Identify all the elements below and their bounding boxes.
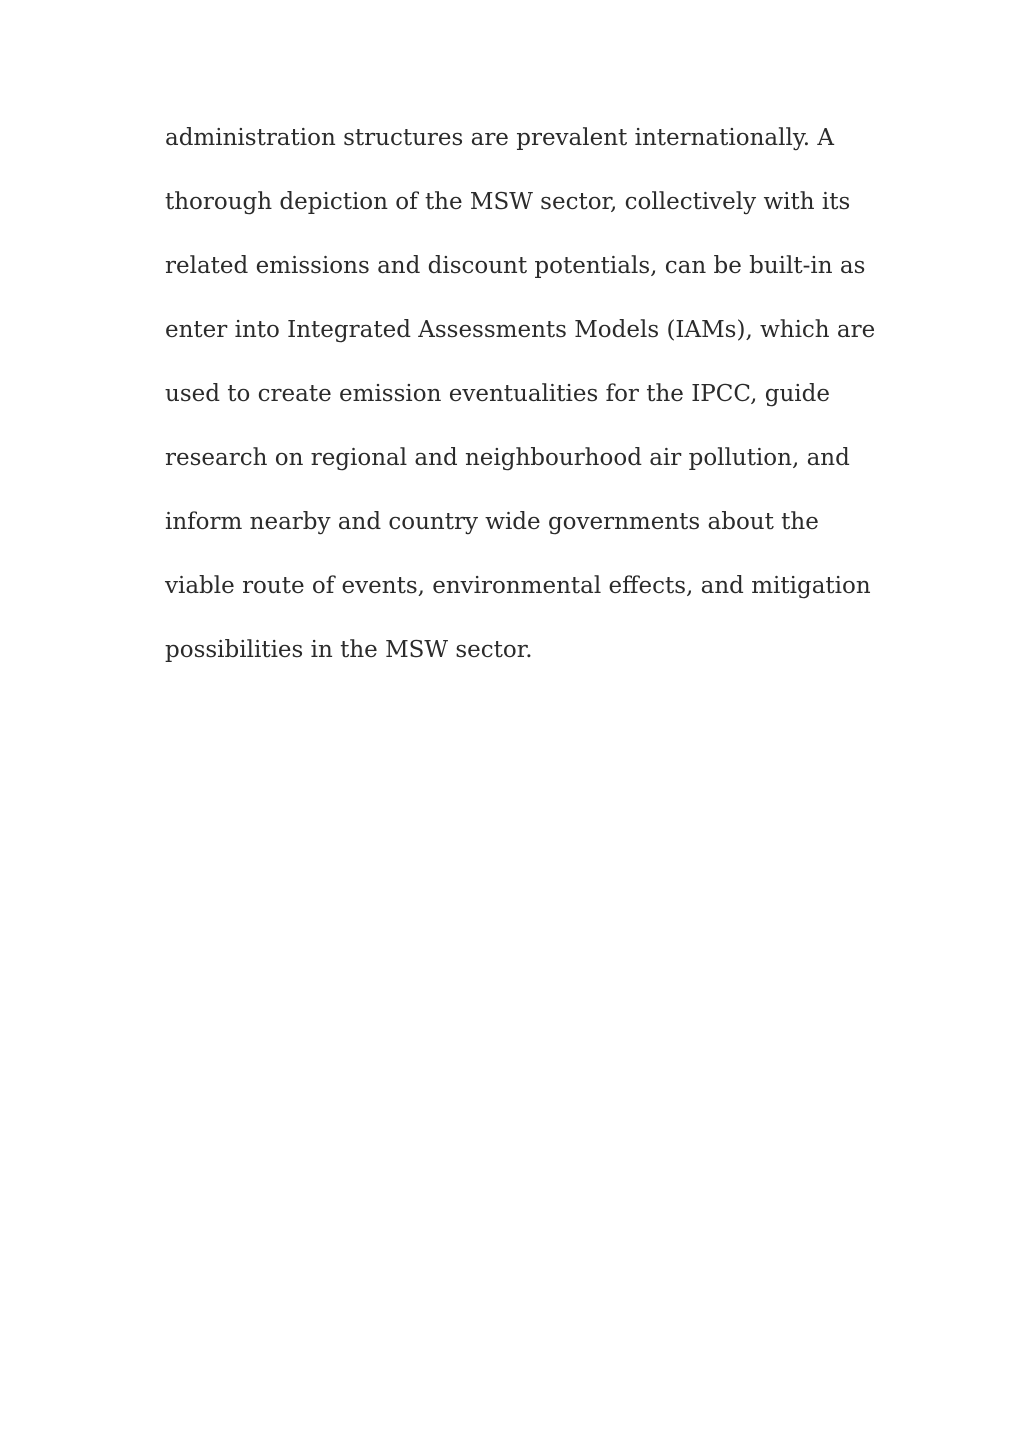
paragraph-line: viable route of events, environmental effects, and mitigation <box>165 573 871 599</box>
paragraph-line: enter into Integrated Assessments Models (IAMs), which are <box>165 317 876 343</box>
paragraph-line: thorough depiction of the MSW sector, collectively with its <box>165 189 851 215</box>
paragraph-line: possibilities in the MSW sector. <box>165 637 533 663</box>
body-paragraph <box>165 106 885 682</box>
paragraph-line: used to create emission eventualities for the IPCC, guide <box>165 381 831 407</box>
paragraph-line: administration structures are prevalent internationally. A <box>165 125 834 151</box>
paragraph-line: inform nearby and country wide governments about the <box>165 509 819 535</box>
paragraph-line: related emissions and discount potentials, can be built-in as <box>165 253 866 279</box>
paragraph-line: research on regional and neighbourhood air pollution, and <box>165 445 850 471</box>
